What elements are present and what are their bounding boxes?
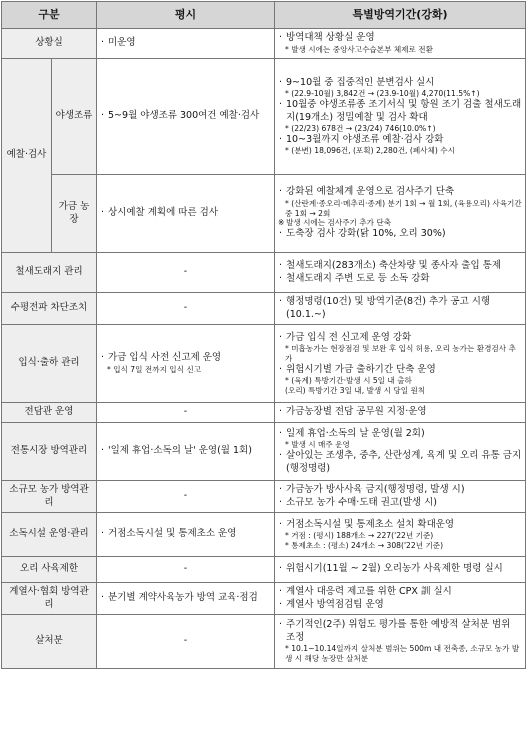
special-item: · 가금농가 방사사육 금지(행정명령, 발생 시) [278, 484, 522, 497]
normal-text: - [183, 635, 188, 647]
normal-text: · 미운영 [100, 37, 271, 50]
normal-cell [97, 403, 275, 423]
special-cell [275, 423, 526, 481]
table-row [2, 557, 526, 583]
table-row [2, 423, 526, 481]
table-row [2, 615, 526, 669]
special-cell [275, 59, 526, 175]
special-item: · 일제 휴업·소독의 날 운영(월 2회) [278, 428, 522, 441]
row-label: 입식·출하 관리 [2, 325, 97, 403]
special-item: · 위험시기(11월 ~ 2월) 오리농가 사육제한 명령 실시 [278, 563, 522, 576]
row-label: 살처분 [2, 615, 97, 669]
special-subnote: (오리) 특방기간 3일 내, 발생 시 당일 원칙 [285, 385, 426, 395]
table-row [2, 293, 526, 325]
special-cell [275, 29, 526, 59]
special-cell [275, 481, 526, 513]
normal-text: - [183, 266, 188, 278]
normal-text: · 분기별 계약사육농가 방역 교육·점검 [100, 592, 271, 605]
normal-cell [97, 615, 275, 669]
special-cell [275, 513, 526, 557]
row-label: 상황실 [2, 29, 97, 59]
normal-text: · 상시예찰 계획에 따른 검사 [100, 207, 271, 220]
measures-table [1, 1, 526, 669]
special-item: · 소규모 농가 수매·도태 권고(발생 시) [278, 497, 522, 510]
normal-text: - [183, 302, 188, 314]
special-cell [275, 293, 526, 325]
normal-text: · 거점소독시설 및 통제초소 운영 [100, 528, 271, 541]
special-item: · 계열사 방역점검팀 운영 [278, 599, 522, 612]
table-row [2, 481, 526, 513]
normal-cell [97, 481, 275, 513]
special-subnote: * 발생 시에는 중앙사고수습본부 체제로 전환 [285, 44, 433, 54]
special-item: · 철새도래지 주변 도로 등 소독 강화 [278, 273, 522, 286]
table-row [2, 325, 526, 403]
table-row [2, 175, 526, 253]
special-cell [275, 557, 526, 583]
normal-cell [97, 175, 275, 253]
normal-cell [97, 583, 275, 615]
special-note: ※ 발생 시에는 검사주기 추가 단축 [278, 218, 522, 228]
special-item: · 철새도래지(283개소) 축산차량 및 종사자 출입 통제 [278, 260, 522, 273]
row-label: 오리 사육제한 [2, 557, 97, 583]
special-subnote: * 거점 : (평시) 188개소 → 227('22년 기준) [285, 531, 434, 541]
special-subnote: * 발생 시 매주 운영 [285, 440, 350, 450]
row-label: 전담관 운영 [2, 403, 97, 423]
special-item: · 행정명령(10건) 및 방역기준(8건) 추가 공고 시행(10.1.~) [278, 296, 522, 321]
special-subnote: * 통제초소 : (평소) 24개소 → 308('22년 기준) [285, 540, 444, 550]
normal-cell [97, 423, 275, 481]
header-special: 특별방역기간(강화) [275, 2, 526, 29]
normal-text: · 5~9월 야생조류 300여건 예찰·검사 [100, 110, 271, 123]
normal-cell [97, 29, 275, 59]
normal-text: · '일제 휴업·소독의 날' 운영(월 1회) [100, 445, 271, 458]
row-label: 소독시설 운영·관리 [2, 513, 97, 557]
table-row [2, 513, 526, 557]
normal-cell [97, 513, 275, 557]
special-cell [275, 583, 526, 615]
normal-cell [97, 557, 275, 583]
special-cell [275, 615, 526, 669]
normal-cell [97, 253, 275, 293]
special-item: · 가금 입식 전 신고제 운영 강화 [278, 332, 522, 345]
special-item: · 10~3월까지 야생조류 예찰·검사 강화 [278, 134, 522, 147]
row-label: 수평전파 차단조치 [2, 293, 97, 325]
row-label: 철새도래지 관리 [2, 253, 97, 293]
normal-text: - [183, 563, 188, 575]
special-item: · 10월중 야생조류종 조기서식 및 항원 조기 검출 철새도래지(19개소) 정밀예찰 및 검사 확대 [278, 99, 522, 124]
header-normal: 평시 [97, 2, 275, 29]
group-label: 예찰·검사 [2, 59, 52, 253]
normal-cell [97, 325, 275, 403]
special-item: · 위험시기별 가금 출하기간 단축 운영 [278, 364, 522, 377]
special-subnote: * 10.1~10.14일까지 살처분 범위는 500m 내 전축종, 소규모 농가 발생 시 해당 농장만 살처분 [285, 644, 520, 664]
special-subnote: * (육계) 특방기간·발생 시 5일 내 출하 [285, 376, 412, 386]
special-cell [275, 325, 526, 403]
special-cell [275, 175, 526, 253]
normal-text: - [183, 406, 188, 418]
header-row [2, 2, 526, 29]
special-subnote: * (22.9-10월) 3,842건 → (23.9-10월) 4,270(11.5%↑) [285, 89, 480, 99]
table-row [2, 29, 526, 59]
normal-text: · 가금 입식 사전 신고제 운영 [100, 352, 271, 365]
special-subnote: * (분변) 18,096건, (포획) 2,280건, (폐사체) 수시 [285, 146, 455, 156]
special-subnote: * (산란계·종오리·메추리·종계) 분기 1회 → 월 1회, (육용오리) 사육기간 중 1회 → 2회 [285, 198, 522, 218]
special-item: · 방역대책 상황실 운영 [278, 32, 522, 45]
normal-cell [97, 59, 275, 175]
special-item: · 9~10월 중 집중적인 분변검사 실시 [278, 77, 522, 90]
table-row [2, 403, 526, 423]
special-item: · 강화된 예찰체계 운영으로 검사주기 단축 [278, 186, 522, 199]
row-label: 계열사·협회 방역관리 [2, 583, 97, 615]
special-item: · 도축장 검사 강화(닭 10%, 오리 30%) [278, 228, 522, 241]
table-row [2, 583, 526, 615]
row-label: 전통시장 방역관리 [2, 423, 97, 481]
table-row [2, 253, 526, 293]
special-item: · 계열사 대응력 제고를 위한 CPX 訓 실시 [278, 586, 522, 599]
special-subnote: * (22/23) 678건 → (23/24) 746(10.0%↑) [285, 124, 436, 134]
special-cell [275, 403, 526, 423]
header-category: 구분 [2, 2, 97, 29]
row-label: 가금 농장 [52, 175, 97, 253]
special-item: · 주기적인(2주) 위험도 평가를 통한 예방적 살처분 범위 조정 [278, 619, 522, 644]
row-label: 야생조류 [52, 59, 97, 175]
normal-cell [97, 293, 275, 325]
special-item: · 살아있는 조생추, 중추, 산란성계, 육계 및 오리 유통 금지(행정명령) [278, 450, 522, 475]
normal-subnote: * 입식 7일 전까지 입식 신고 [107, 364, 202, 374]
special-subnote: * 미흡농가는 현장점검 및 보완 후 입식 허용, 오리 농가는 환경검사 추가 [285, 344, 516, 363]
normal-text: - [183, 490, 188, 502]
special-item: · 거점소독시설 및 통제초소 설치 확대운영 [278, 519, 522, 532]
special-cell [275, 253, 526, 293]
special-item: · 가금농장별 전담 공무원 지정·운영 [278, 406, 522, 419]
row-label: 소규모 농가 방역관리 [2, 481, 97, 513]
table-row [2, 59, 526, 175]
